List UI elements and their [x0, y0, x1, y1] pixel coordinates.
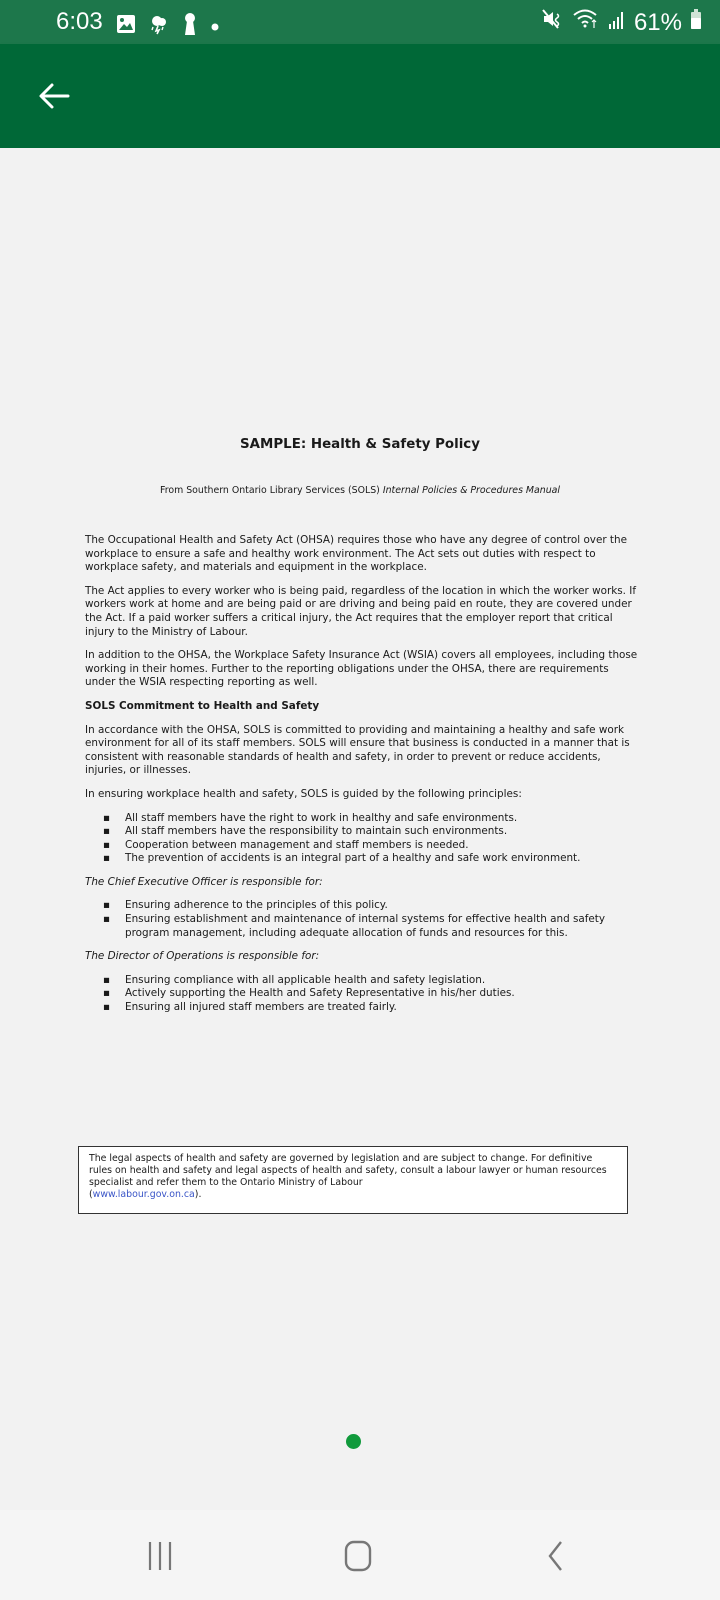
list-item: ▪ Ensuring establishment and maintenance of internal systems for effective health and safety program management, including adequate allocation of funds and resources for this. — [85, 913, 640, 940]
director-responsibilities-list — [85, 974, 640, 1015]
subtitle-manual-name: Internal Policies & Procedures Manual — [382, 485, 560, 496]
back-chevron-icon — [546, 1561, 586, 1580]
list-item: ▪ All staff members have the right to work in healthy and safe environments. — [85, 812, 640, 826]
list-item: ▪ Ensuring compliance with all applicable health and safety legislation. — [85, 974, 640, 988]
legal-notice-box — [78, 1146, 628, 1214]
link-paren-open: ( — [89, 1189, 93, 1200]
section-heading-commitment: SOLS Commitment to Health and Safety — [85, 699, 320, 712]
paragraph-commitment: In accordance with the OHSA, SOLS is committed to providing and maintaining a healthy and safe work environment for all of its staff members. SOLS will ensure that business is conducted in a manner that is consistent with reasonable standards of health and safety, in order to prevent or reduce accidents, injuries, or illnesses. — [85, 723, 630, 777]
page-indicator-dot — [346, 1434, 361, 1449]
labour-ministry-link[interactable]: www.labour.gov.on.ca — [92, 1189, 195, 1200]
battery-percent: 61% — [633, 8, 682, 36]
list-item: ▪ Cooperation between management and staff members is needed. — [85, 839, 640, 853]
document-title: SAMPLE: Health & Safety Policy — [240, 437, 480, 452]
battery-icon — [690, 8, 702, 37]
home-button[interactable] — [340, 1536, 380, 1576]
arrow-left-icon — [34, 101, 74, 120]
status-time: 6:03 — [56, 8, 103, 35]
dot-icon — [210, 17, 220, 36]
document-subtitle — [85, 484, 635, 498]
ceo-heading: The Chief Executive Officer is responsible for: — [85, 875, 323, 888]
status-bar — [0, 0, 720, 44]
list-item: ▪ The prevention of accidents is an integral part of a healthy and safe work environment. — [85, 852, 640, 866]
link-paren-close: ). — [194, 1189, 202, 1200]
system-back-button[interactable] — [546, 1536, 586, 1576]
paragraph-act-applies: The Act applies to every worker who is being paid, regardless of the location in which the worker works. If workers work at home and are being paid or are driving and being paid en route, they are covered under the Act. If a paid worker suffers a critical injury, the Act requires that the employer report that critical injury to the Ministry of Labour. — [85, 584, 637, 638]
system-nav-bar — [0, 1510, 720, 1600]
recents-button[interactable] — [142, 1536, 182, 1576]
legal-notice-text: The legal aspects of health and safety are governed by legislation and are subject to change. For definitive rules on health and safety and legal aspects of health and safety, consult a labour lawyer or human resources specialist and refer them to the Ontario Ministry of Labour — [89, 1153, 607, 1188]
list-item: ▪ All staff members have the responsibility to maintain such environments. — [85, 825, 640, 839]
paragraph-wsia: In addition to the OHSA, the Workplace Safety Insurance Act (WSIA) covers all employees, including those working in their homes. Further to the reporting obligations under the OHSA, there are requirements under the WSIA respecting reporting as well. — [85, 649, 638, 689]
home-icon — [340, 1561, 380, 1580]
paragraph-ohsa: The Occupational Health and Safety Act (OHSA) requires those who have any degree of control over the workplace to ensure a safe and healthy work environment. The Act sets out duties with respect to workplace safety, and materials and equipment in the workplace. — [85, 534, 627, 574]
principles-intro: In ensuring workplace health and safety, SOLS is guided by the following principles: — [85, 787, 522, 800]
wifi-icon — [572, 8, 600, 37]
director-heading: The Director of Operations is responsible for: — [85, 950, 320, 963]
keyhole-icon — [182, 12, 198, 40]
app-bar — [0, 44, 720, 148]
weather-storm-icon — [148, 13, 170, 39]
principles-list — [85, 812, 640, 866]
gallery-icon — [116, 14, 136, 38]
signal-icon — [608, 9, 626, 37]
document-viewer[interactable] — [0, 148, 720, 1508]
list-item: ▪ Actively supporting the Health and Safety Representative in his/her duties. — [85, 987, 640, 1001]
mute-icon — [542, 8, 564, 37]
subtitle-source: From Southern Ontario Library Services (SOLS) — [160, 485, 383, 496]
back-button[interactable] — [34, 76, 74, 116]
ceo-responsibilities-list — [85, 899, 640, 940]
list-item: ▪ Ensuring adherence to the principles of this policy. — [85, 899, 640, 913]
list-item: ▪ Ensuring all injured staff members are treated fairly. — [85, 1001, 640, 1015]
recents-icon — [142, 1561, 182, 1580]
